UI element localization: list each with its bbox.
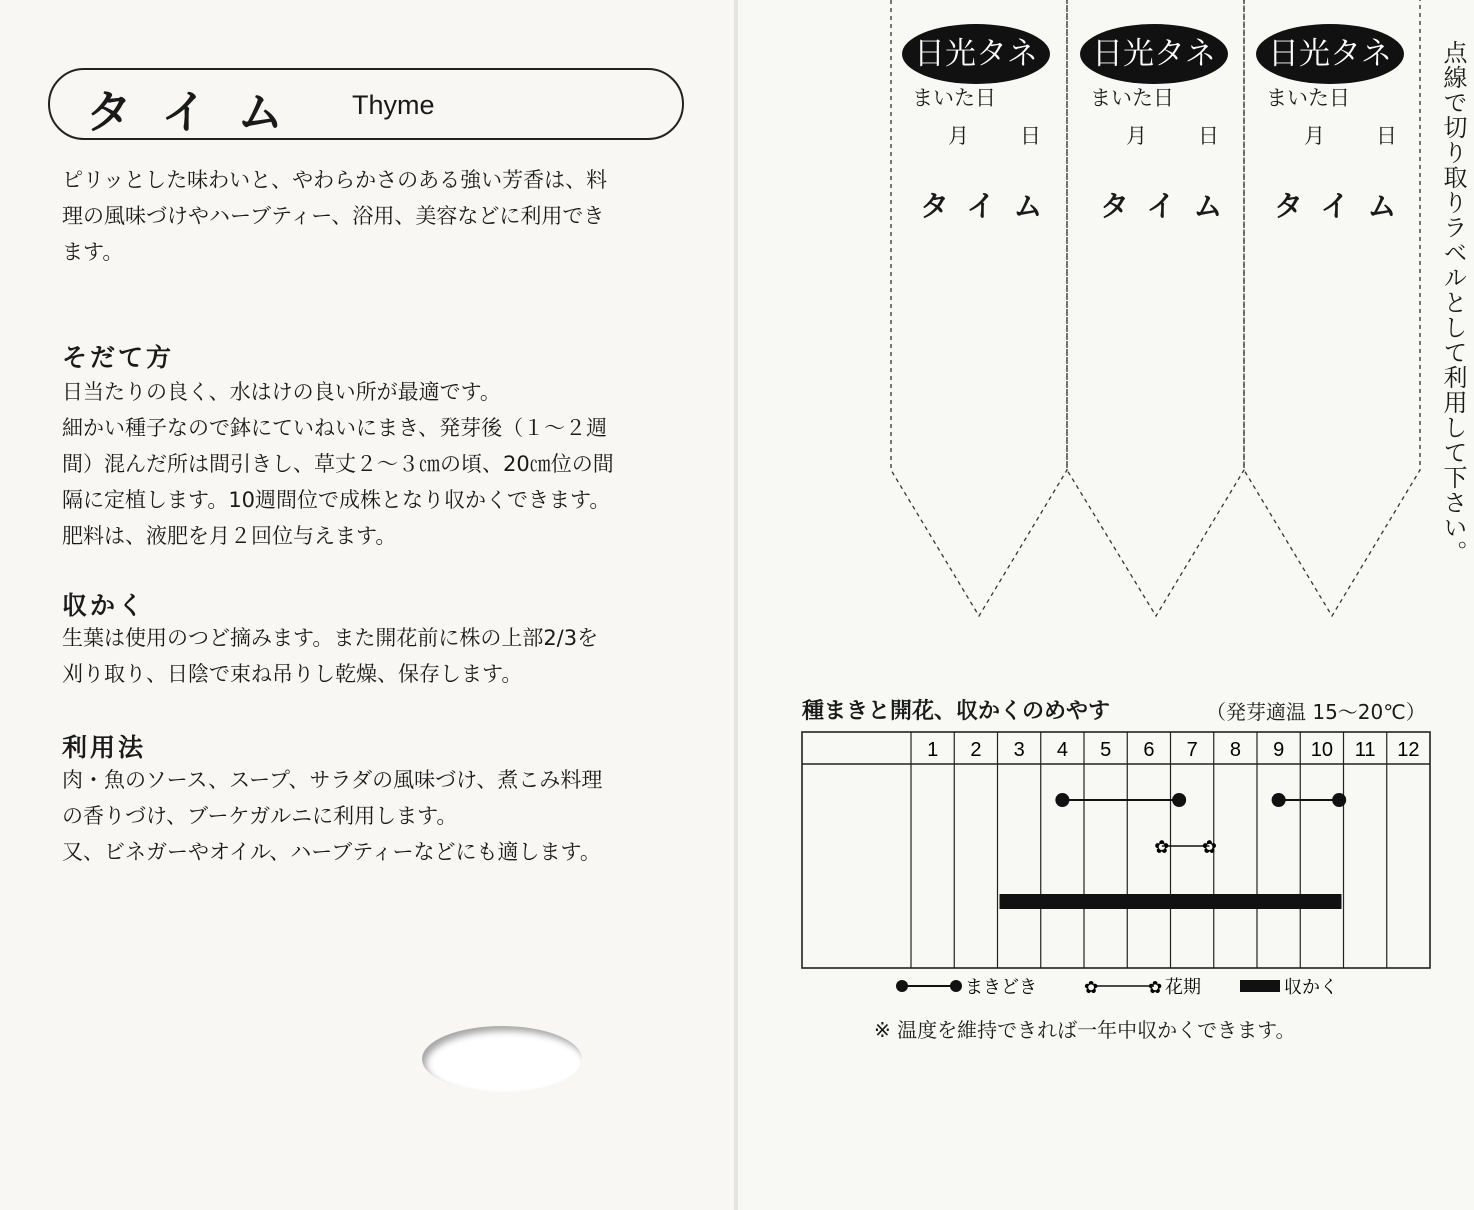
legend-sowing-dot [950,980,962,992]
legend-flowering-label: 花期 [1165,977,1201,998]
intro-line: 理の風味づけやハーブティー、浴用、美容などに利用でき [62,204,605,228]
harvest-period-bar [1000,894,1342,909]
planting-calendar [738,730,1474,990]
month-label: 5 [1100,739,1112,761]
intro-line: ピリッとした味わいと、やわらかさのある強い芳香は、料 [62,168,608,192]
brand-logo-1: 日光タネ [902,24,1050,84]
brand-logo-3: 日光タネ [1256,24,1404,84]
month-label: 2 [970,739,982,761]
month-label: 11 [1354,739,1376,761]
day-label-3: 日 [1376,124,1397,148]
sown-date-label-1: まいた日 [912,86,996,110]
hanging-hole [422,1026,582,1092]
month-label-1: 月 [948,124,969,148]
uses-heading: 利用法 [62,733,147,762]
sowing-start-dot [1055,793,1069,807]
intro-text [62,162,702,270]
cut-instruction-note: 点線で切り取りラベルとして利用して下さい。 [1439,40,1467,565]
left-panel [0,0,736,1210]
page-title-english: Thyme [352,90,435,120]
growing-line: 細かい種子なので鉢にていねいにまき、発芽後（１～２週 [62,416,608,440]
sown-date-label-2: まいた日 [1090,86,1174,110]
calendar-note: ※ 温度を維持できれば一年中収かくできます。 [874,1018,1296,1042]
right-panel [738,0,1474,1210]
month-label-2: 月 [1126,124,1147,148]
germination-temperature: （発芽適温 15～20℃） [1206,700,1426,724]
page-title: タイム [86,85,314,139]
legend-flower-icon: ✿ [1148,978,1163,998]
label-plant-name-2: タイム [1100,189,1241,223]
growing-line: 肥料は、液肥を月２回位与えます。 [62,524,397,548]
title-box [48,68,684,140]
month-label: 3 [1013,739,1025,761]
month-label: 4 [1056,739,1068,761]
month-label: 10 [1310,739,1333,761]
calendar-title: 種まきと開花、収かくのめやす [802,699,1111,724]
legend-harvest-label: 収かく [1284,977,1338,998]
growing-line: 間）混んだ所は間引きし、草丈２～３㎝の頃、20㎝位の間 [62,452,614,476]
harvest-line: 生葉は使用のつど摘みます。また開花前に株の上部2/3を [62,626,599,650]
month-label: 12 [1397,739,1420,761]
month-label: 6 [1143,739,1155,761]
sowing-start-dot [1272,793,1286,807]
calendar-frame [802,732,1430,968]
month-label-3: 月 [1304,124,1325,148]
label-plant-name-1: タイム [920,189,1061,223]
harvest-text [62,620,702,692]
uses-line: の香りづけ、ブーケガルニに利用します。 [62,804,458,828]
growing-heading: そだて方 [62,343,175,372]
flowering-start-icon: ✿ [1154,837,1170,858]
uses-line: 又、ビネガーやオイル、ハーブティーなどにも適します。 [62,840,601,864]
legend-sowing-label: まきどき [965,977,1037,998]
sowing-end-dot [1172,793,1186,807]
growing-line: 隔に定植します。10週間位で成株となり収かくできます。 [62,488,611,512]
sown-date-label-3: まいた日 [1266,86,1350,110]
sowing-end-dot [1332,793,1346,807]
harvest-line: 刈り取り、日陰で束ね吊りし乾燥、保存します。 [62,662,523,686]
brand-logo-2: 日光タネ [1080,24,1228,84]
harvest-heading: 収かく [62,591,147,620]
day-label-1: 日 [1020,124,1041,148]
month-label: 7 [1186,739,1198,761]
legend-sowing-dot [896,980,908,992]
month-label: 1 [927,739,939,761]
growing-line: 日当たりの良く、水はけの良い所が最適です。 [62,380,501,404]
uses-line: 肉・魚のソース、スープ、サラダの風味づけ、煮こみ料理 [62,768,603,792]
month-label: 8 [1229,739,1241,761]
label-plant-name-3: タイム [1274,189,1415,223]
intro-line: ます。 [62,240,124,264]
calendar-legend [738,972,1474,1002]
uses-text [62,762,702,870]
day-label-2: 日 [1198,124,1219,148]
flowering-end-icon: ✿ [1201,837,1217,858]
legend-harvest-bar [1240,980,1280,992]
month-label: 9 [1273,739,1285,761]
growing-text [62,374,702,554]
legend-flower-icon: ✿ [1084,978,1099,998]
